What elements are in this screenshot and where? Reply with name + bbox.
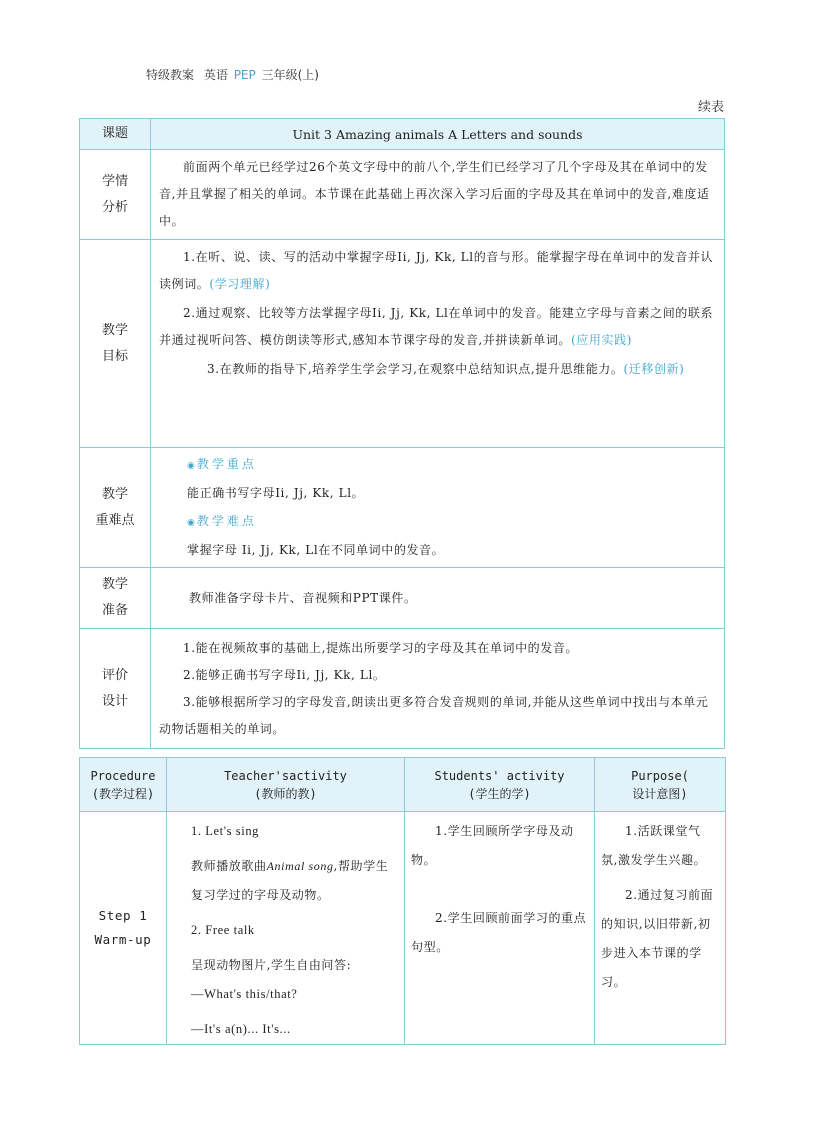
step1-row — [80, 812, 726, 1045]
step-label: Step 1 Warm-up — [80, 812, 167, 1045]
header-book: 特级教案 — [146, 68, 195, 82]
prep-label: 教学 准备 — [80, 568, 151, 629]
prep-row — [80, 568, 725, 629]
header-purpose: Purpose( 设计意图) — [595, 758, 726, 812]
goal-3: 3.在教师的指导下,培养学生学会学习,在观察中总结知识点,提升思维能力。(迁移创新) — [207, 362, 685, 376]
lesson-title: Unit 3 Amazing animals A Letters and sounds — [151, 119, 725, 150]
analysis-text: 前面两个单元已经学过26个英文字母中的前八个,学生们已经学习了几个字母及其在单词中的发音,并且掌握了相关的单词。本节课在此基础上再次深入学习后面的字母及其在单词中的发音,难度适中。 — [151, 150, 725, 240]
continued-label: 续表 — [697, 100, 724, 115]
teacher-activity: 1. Let's sing 教师播放歌曲Animal song,帮助学生复习学过的字母及动物。 2. Free talk 呈现动物图片,学生自由问答: —What's this/that? —It's a(n)... It's... — [167, 812, 405, 1045]
key-label: 教学 重难点 — [80, 448, 151, 568]
eval-row — [80, 629, 725, 749]
key-heading: ◉ 教学重点 — [187, 457, 257, 471]
header-grade: 三年级(上) — [261, 68, 319, 82]
difficult-heading: ◉ 教学难点 — [187, 514, 257, 528]
students-activity: 1.学生回顾所学字母及动物。 2.学生回顾前面学习的重点句型。 — [405, 812, 595, 1045]
key-text — [151, 448, 725, 568]
song-line: 教师播放歌曲Animal song,帮助学生复习学过的字母及动物。 — [191, 859, 389, 902]
header-students: Students' activity (学生的学) — [405, 758, 595, 812]
lesson-plan-table — [79, 118, 725, 749]
title-row — [80, 119, 725, 150]
purpose: 1.活跃课堂气氛,激发学生兴趣。 2.通过复习前面的知识,以旧带新,初步进入本节课的学习。 — [595, 812, 726, 1045]
analysis-label: 学情 分析 — [80, 150, 151, 240]
eval-label: 评价 设计 — [80, 629, 151, 749]
analysis-row — [80, 150, 725, 240]
procedure-table — [79, 757, 726, 1045]
header-edition: PEP — [233, 68, 256, 82]
bullet-icon: ◉ — [187, 461, 195, 471]
header-procedure: Procedure (教学过程) — [80, 758, 167, 812]
goals-label: 教学 目标 — [80, 240, 151, 448]
header-teacher: Teacher'sactivity (教师的教) — [167, 758, 405, 812]
prep-text: 教师准备字母卡片、音视频和PPT课件。 — [151, 568, 725, 629]
goals-row — [80, 240, 725, 448]
header-subject: 英语 — [203, 68, 228, 82]
key-content: 能正确书写字母Ii, Jj, Kk, Ll。 — [187, 486, 365, 500]
page-header — [146, 66, 319, 83]
eval-text: 1.能在视频故事的基础上,提炼出所要学习的字母及其在单词中的发音。 2.能够正确书写字母Ii, Jj, Kk, Ll。 3.能够根据所学习的字母发音,朗读出更多符合发音规则的单词,并能从这些单词中找出与本单元动物话题相关的单词。 — [151, 629, 725, 749]
procedure-header-row — [80, 758, 726, 812]
goal-1: 1.在听、说、读、写的活动中掌握字母Ii, Jj, Kk, Ll的音与形。能掌握字母在单词中的发音并认读例词。(学习理解) — [159, 250, 714, 291]
bullet-icon: ◉ — [187, 518, 195, 528]
title-label: 课题 — [80, 119, 151, 150]
key-row — [80, 448, 725, 568]
goal-2: 2.通过观察、比较等方法掌握字母Ii, Jj, Kk, Ll在单词中的发音。能建立字母与音素之间的联系并通过视听问答、模仿朗读等形式,感知本节课字母的发音,并拼读新单词。(应用实践) — [159, 306, 714, 347]
goals-text — [151, 240, 725, 448]
difficult-content: 掌握字母 Ii, Jj, Kk, Ll在不同单词中的发音。 — [187, 543, 445, 557]
